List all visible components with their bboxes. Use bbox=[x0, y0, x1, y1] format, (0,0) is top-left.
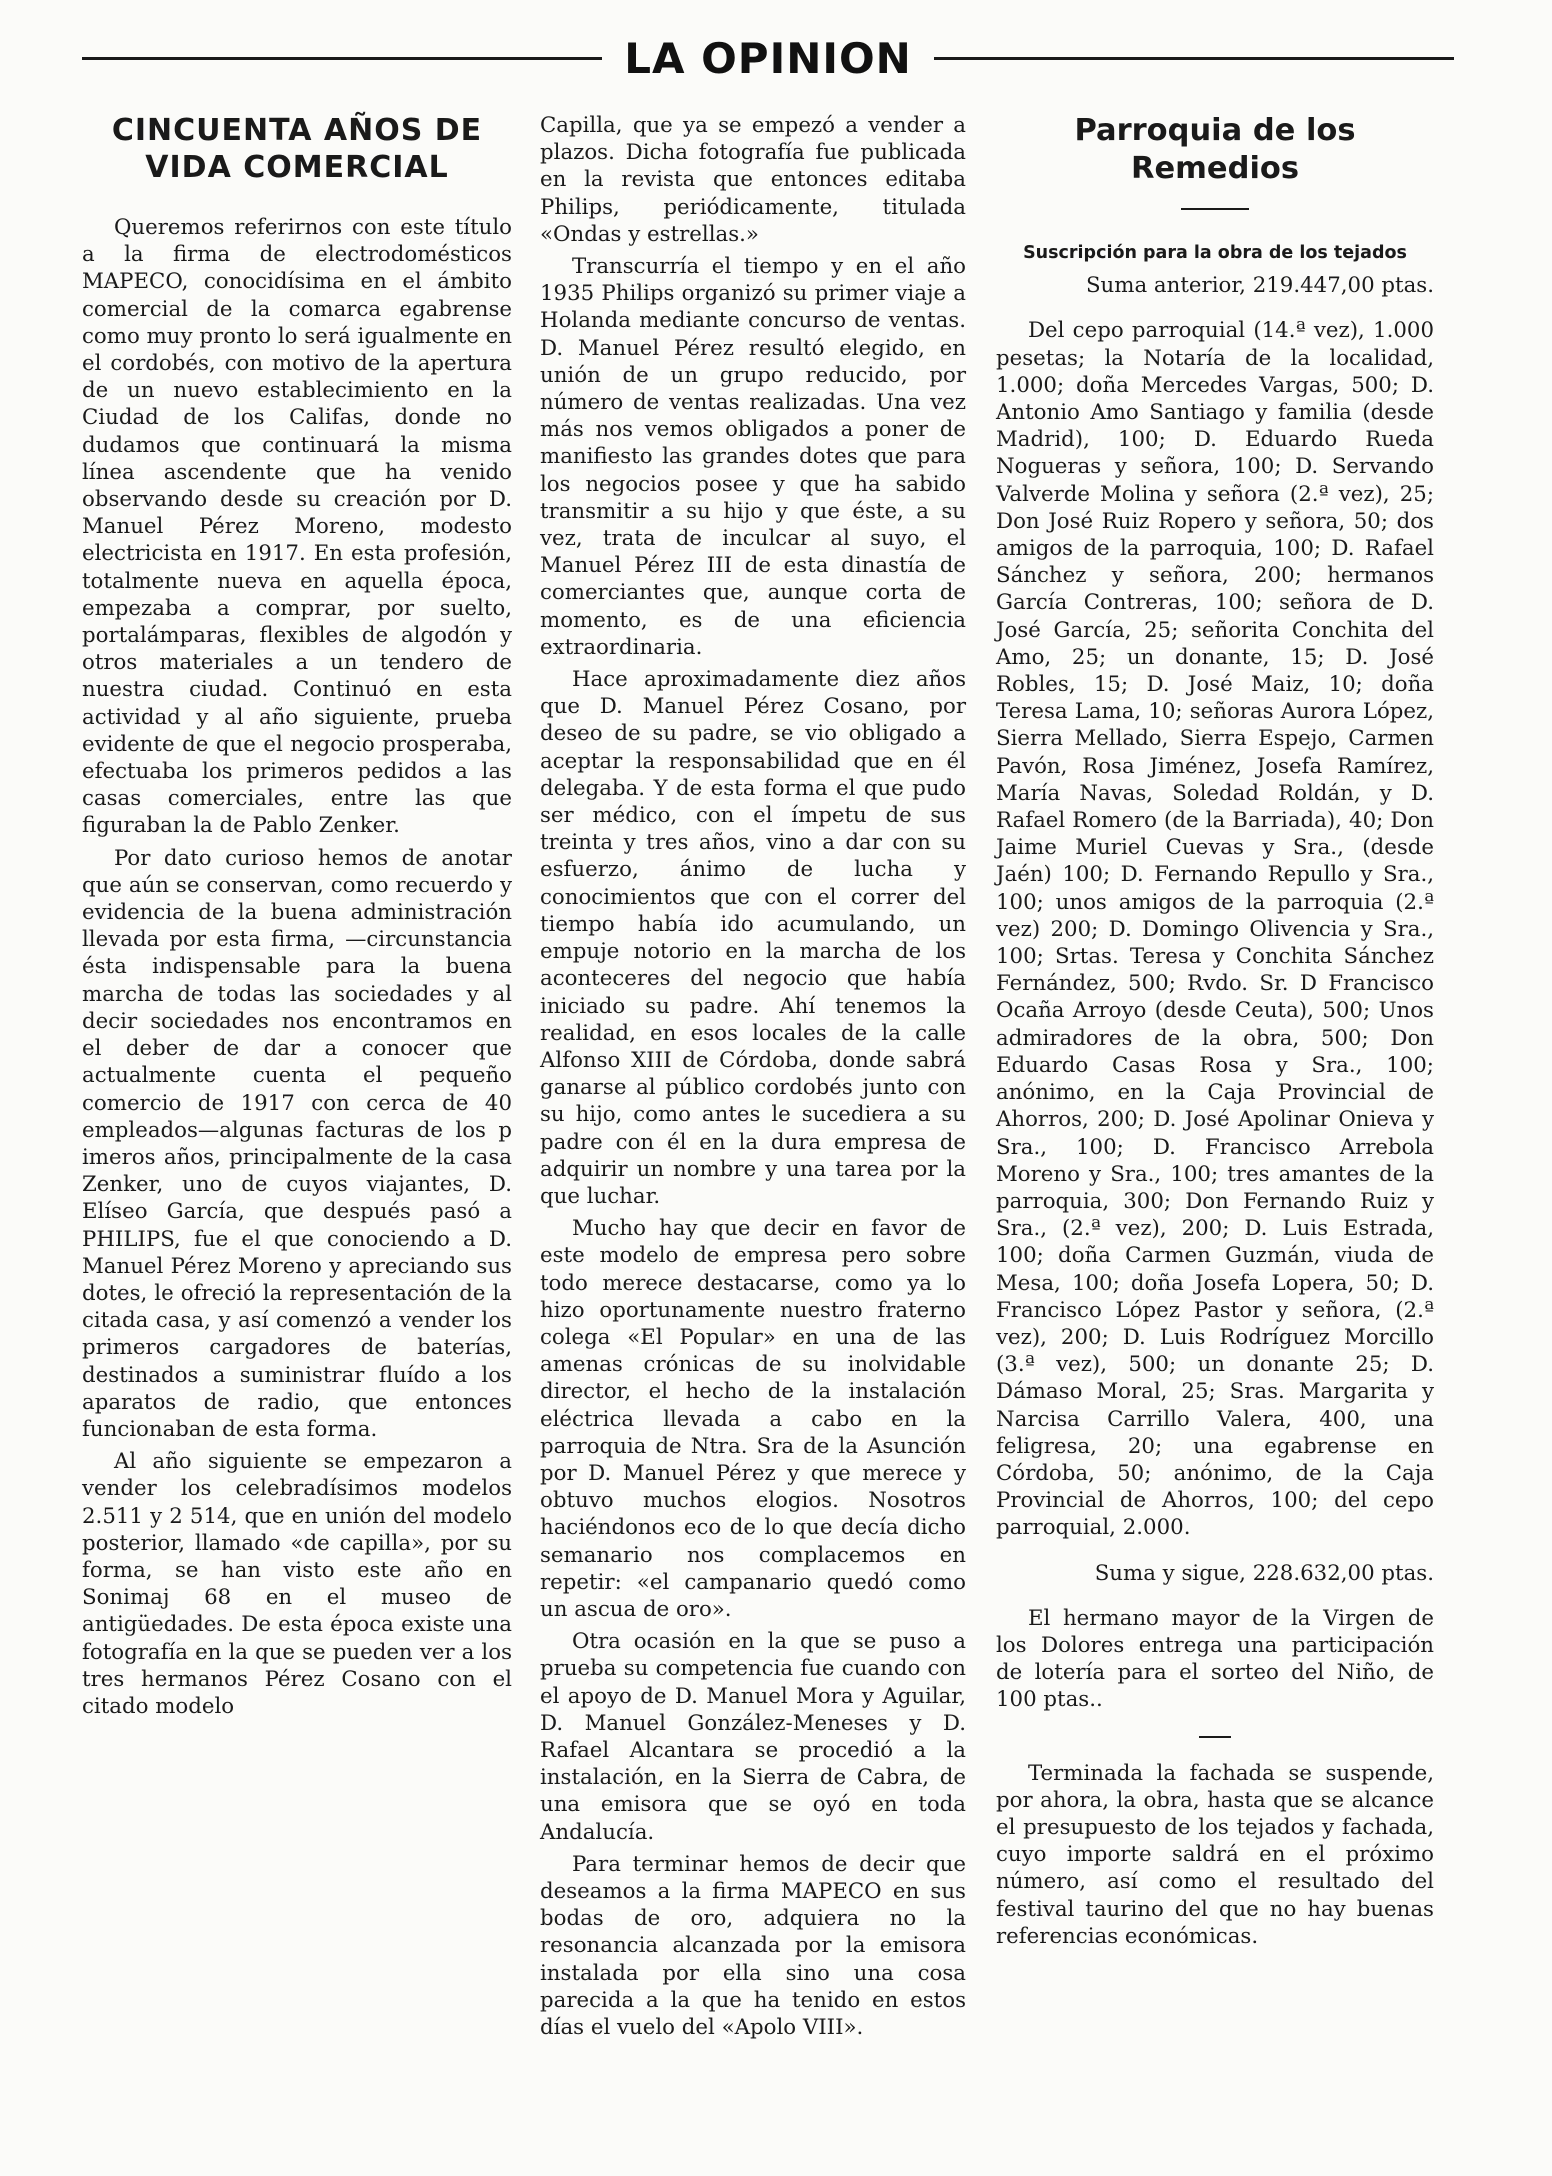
section-divider bbox=[1199, 1736, 1231, 1738]
title-divider bbox=[1181, 208, 1249, 210]
column-left bbox=[82, 112, 512, 1720]
article-paragraph: Capilla, que ya se empezó a vender a plazos. Dicha fotografía fue publicada en la revista que entonces editaba Philips, periódicamente, titulada «Ondas y estrellas.» bbox=[540, 113, 966, 247]
article-paragraph: Al año siguiente se empezaron a vender los celebradísimos modelos 2.511 y 2 514, que en unión del modelo posterior, llamado «de capilla», por su forma, se han visto este año en Sonimaj 68 en el museo de antigüedades. De esta época existe una fotografía en la que se pueden ver a los tres hermanos Pérez Cosano con el citado modelo bbox=[82, 1449, 512, 1719]
masthead-rule-right bbox=[934, 57, 1454, 60]
masthead-rule-left bbox=[82, 57, 602, 60]
sum-follows: Suma y sigue, 228.632,00 ptas. bbox=[1094, 1560, 1434, 1586]
lottery-note: El hermano mayor de la Virgen de los Dolores entrega una participación de lotería para el sorteo del Niño, de 100 ptas.. bbox=[996, 1605, 1434, 1713]
article-paragraph: Para terminar hemos de decir que deseamos a la firma MAPECO en sus bodas de oro, adquiera no la resonancia alcanzada por la emisora instalada por ella sino una cosa parecida a la que ha tenido en estos días el vuelo del «Apolo VIII». bbox=[540, 1851, 966, 2041]
article-paragraph: Otra ocasión en la que se puso a prueba su competencia fue cuando con el apoyo de D. Manuel Mora y Aguilar, D. Manuel González-Meneses y D. Rafael Alcantara se procedió a la instalación, en la Sierra de Cabra, de una emisora que se oyó en toda Andalucía. bbox=[540, 1629, 966, 1845]
article-headline: CINCUENTA AÑOS DE VIDA COMERCIAL bbox=[111, 113, 483, 185]
article-paragraph: Por dato curioso hemos de anotar que aún se conservan, como recuerdo y evidencia de la buena administración llevada por esta firma, —circunstancia ésta indispensable para la buena marcha de todas las sociedades y al decir sociedades nos encontramos en el deber de dar a conocer que actualmente cuenta el pequeño comercio de 1917 con cerca de 40 empleados—algunas facturas de los p imeros años, principalmente de la casa Zenker, uno de cuyos viajantes, D. Elíseo García, que después pasó a PHILIPS, fue el que conociendo a D. Manuel Pérez Moreno y apreciando sus dotes, le ofreció la representación de la citada casa, y así comenzó a vender los primeros cargadores de baterías, destinados a suministrar fluído a los aparatos de radio, que entonces funcionaban de esta forma. bbox=[82, 845, 512, 1442]
masthead bbox=[82, 28, 1454, 88]
article-paragraph: Hace aproximadamente diez años que D. Manuel Pérez Cosano, por deseo de su padre, se vio obligado a aceptar la responsabilidad que en él delegaba. Y de esta forma el que pudo ser médico, con el ímpetu de sus treinta y tres años, vino a dar con su esfuerzo, ánimo de lucha y conocimientos que con el correr del tiempo había ido acumulando, un empuje notorio en la marcha de los aconteceres del negocio que había iniciado su padre. Ahí tenemos la realidad, en esos locales de la calle Alfonso XIII de Córdoba, donde sabrá ganarse al público cordobés junto con su hijo, como antes le sucediera a su padre con él en la dura empresa de adquirir un nombre y una tarea por la que luchar. bbox=[540, 667, 966, 1209]
sum-previous: Suma anterior, 219.447,00 ptas. bbox=[1085, 273, 1434, 299]
article-paragraph: Mucho hay que decir en favor de este modelo de empresa pero sobre todo merece destacarse, como ya lo hizo oportunamente nuestro fraterno colega «El Popular» en una de las amenas crónicas de su inolvidable director, el hecho de la instalación eléctrica llevada a cabo en la parroquia de Ntra. Sra de la Asunción por D. Manuel Pérez y que merece y obtuvo muchos elogios. Nosotros haciéndonos eco de lo que decía dicho semanario nos complacemos en repetir: «el campanario quedó como un ascua de oro». bbox=[540, 1216, 966, 1622]
subscription-subtitle: Suscripción para la obra de los tejados bbox=[1023, 243, 1407, 263]
donations-list: Del cepo parroquial (14.ª vez), 1.000 pesetas; la Notaría de la localidad, 1.000; doña Mercedes Vargas, 500; D. Antonio Amo Santiago y familia (desde Madrid), 100; D. Eduardo Rueda Nogueras y señora, 100; D. Servando Valverde Molina y señora (2.ª vez), 25; Don José Ruiz Ropero y señora, 50; dos amigos de la parroquia, 100; D. Rafael Sánchez y señora, 200; hermanos García Contreras, 100; señora de D. José García, 25; señorita Conchita del Amo, 25; un donante, 15; D. José Robles, 15; D. José Maiz, 10; doña Teresa Lama, 10; señoras Aurora López, Sierra Mellado, Sierra Espejo, Carmen Pavón, Rosa Jiménez, Josefa Ramírez, María Navas, Soledad Roldán, y D. Rafael Romero (de la Barriada), 40; Don Jaime Muriel Cuevas y Sra., (desde Jaén) 100; D. Fernando Repullo y Sra., 100; unos amigos de la parroquia (2.ª vez) 200; D. Domingo Olivencia y Sra., 100; Srtas. Teresa y Conchita Sánchez Fernández, 500; Rvdo. Sr. D Francisco Ocaña Arroyo (desde Ceuta), 500; Unos admiradores de la obra, 500; Don Eduardo Casas Rosa y Sra., 100; anónimo, en la Caja Provincial de Ahorros, 200; D. José Apolinar Onieva y Sra., 100; D. Francisco Arrebola Moreno y Sra., 100; tres amantes de la parroquia, 300; Don Fernando Ruiz y Sra., (2.ª vez), 200; D. Luis Estrada, 100; doña Carmen Guzmán, viuda de Mesa, 100; doña Josefa Lopera, 50; D. Francisco López Pastor y señora, (2.ª vez), 200; D. Luis Rodríguez Morcillo (3.ª vez), 500; un donante 25; D. Dámaso Moral, 25; Sras. Margarita y Narcisa Carrillo Valera, 400, una feligresa, 20; una egabrense en Córdoba, 50; anónimo, de la Caja Provincial de Ahorros, 100; del cepo parroquial, 2.000. bbox=[996, 318, 1434, 1541]
column-right bbox=[996, 112, 1434, 1950]
article-paragraph: Queremos referirnos con este título a la firma de electrodomésticos MAPECO, conocidísima en el ámbito comercial de la comarca egabrense como muy pronto lo será igualmente en el cordobés, con motivo de la apertura de un nuevo establecimiento en la Ciudad de los Califas, donde no dudamos que continuará la misma línea ascendente que ha venido observando desde su creación por D. Manuel Pérez Moreno, modesto electricista en 1917. En esta profesión, totalmente nueva en aquella época, empezaba a comprar, por suelto, portalámparas, flexibles de algodón y otros materiales a un tendero de nuestra ciudad. Continuó en esta actividad y al año siguiente, prueba evidente de que el negocio prosperaba, efectuaba los primeros pedidos a las casas comerciales, entre las que figuraban la de Pablo Zenker. bbox=[82, 215, 512, 839]
parish-title: Parroquia de los Remedios bbox=[1074, 113, 1356, 186]
column-middle bbox=[540, 112, 966, 2041]
closing-note: Terminada la fachada se suspende, por ahora, la obra, hasta que se alcance el presupuesto de los tejados y fachada, cuyo importe saldrá en el próximo número, así como el resultado del festival taurino del que no hay buenas referencias económicas. bbox=[996, 1760, 1434, 1949]
article-paragraph: Transcurría el tiempo y en el año 1935 Philips organizó su primer viaje a Holanda mediante concurso de ventas. D. Manuel Pérez resultó elegido, en unión de un grupo reducido, por número de ventas realizadas. Una vez más nos vemos obligados a poner de manifiesto las grandes dotes que para los negocios posee y que ha sabido transmitir a su hijo y que éste, a su vez, trata de inculcar al suyo, el Manuel Pérez III de esta dinastía de comerciantes que, aunque corta de momento, es de una eficiencia extraordinaria. bbox=[540, 254, 966, 660]
newspaper-title: LA OPINION bbox=[624, 33, 912, 83]
